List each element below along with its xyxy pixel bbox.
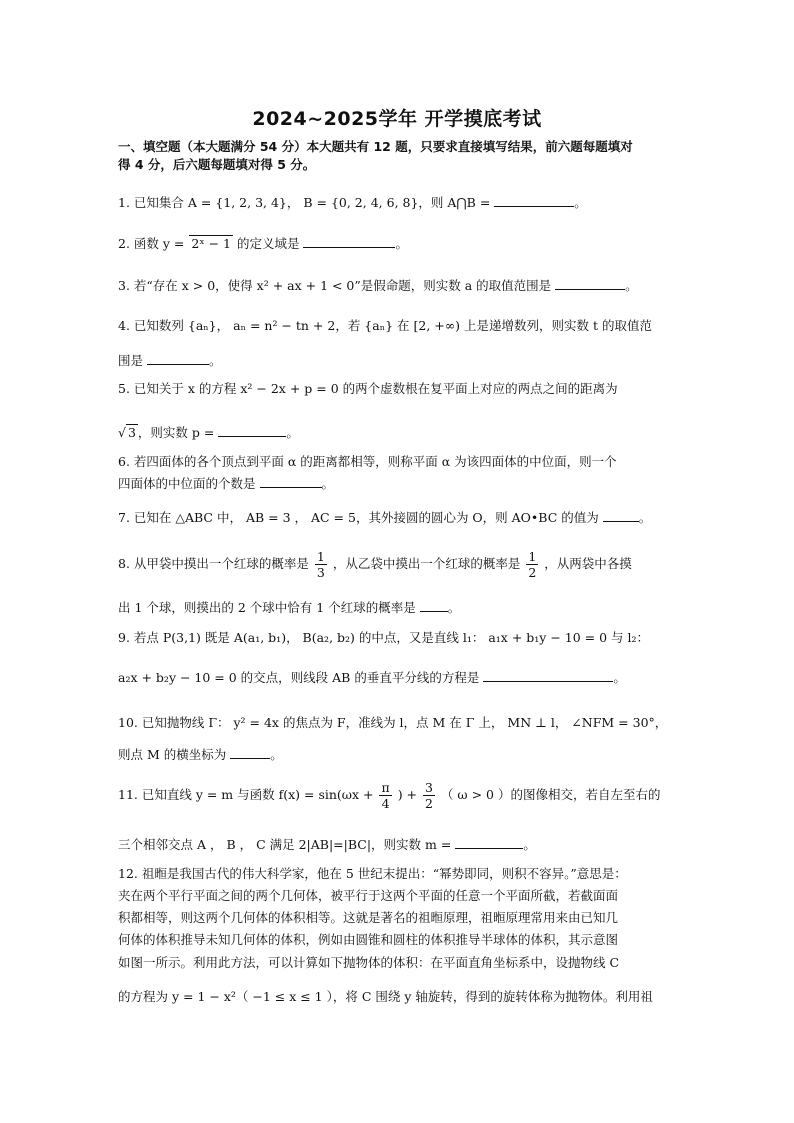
answer-blank-9[interactable] [483,669,613,682]
question-8-text-c: ，从两袋中各摸 [544,556,632,571]
end-mark: 。 [523,837,536,852]
answer-blank-8[interactable] [420,599,448,612]
end-mark: 。 [395,236,408,251]
question-5-text-b: ，则实数 p = [137,425,215,440]
end-mark: 。 [625,278,638,293]
question-8-line-1 [118,549,678,580]
question-10-line-2 [118,746,678,763]
question-4-text-b: 围是 [118,353,144,368]
question-9-text-b: a₂x + b₂y − 10 = 0 的交点，则线段 AB 的垂直平分线的方程是 [118,670,480,685]
fraction-one-third: $\frac{1}{3}$ [316,549,325,580]
question-9-line-2 [118,669,678,686]
fraction-one-half: $\frac{1}{2}$ [528,549,537,580]
fraction-three-halves: $\frac{3}{2}$ [425,780,433,811]
answer-blank-1[interactable] [494,194,574,207]
question-5-line-2: √ 3 ，则实数 p = 。 [118,425,299,440]
answer-blank-6[interactable] [260,475,322,488]
question-8-text-d: 出 1 个球，则摸出的 2 个球中恰有 1 个红球的概率是 [118,600,416,615]
answer-blank-5[interactable] [218,424,286,437]
question-12-line-6: 的方程为 y = 1 − x²（ −1 ≤ x ≤ 1 ），将 C 围绕 y 轴旋转，得到的旋转体称为抛物体。利用祖 [118,989,653,1004]
section-header-line-1: 一、填空题（本大题满分 54 分）本大题共有 12 题，只要求直接填写结果，前六题每题填对 [118,139,633,154]
question-11-text-c: （ ω > 0 ）的图像相交，若自左至右的 [440,787,661,802]
end-mark: 。 [574,195,587,210]
end-mark: 。 [321,476,335,491]
question-11-text-a: 11. 已知直线 y = m 与函数 f(x) = sin(ωx + [118,787,374,802]
question-10-line-1: 10. 已知抛物线 Γ： y² = 4x 的焦点为 F，准线为 l，点 M 在 Γ 上， MN ⊥ l， ∠NFM = 30°， [118,715,668,730]
square-root-expression: 2ˣ − 1 [191,236,231,251]
question-11-text-d: 三个相邻交点 A ， B ， C 满足 2|AB|=|BC|，则实数 m = [118,837,452,852]
question-1-text: 1. 已知集合 A = {1, 2, 3, 4}， B = {0, 2, 4, 6, 8}，则 A⋂B = [118,195,491,210]
answer-blank-7[interactable] [603,509,639,522]
answer-blank-3[interactable] [555,277,625,290]
end-mark: 。 [447,600,461,615]
question-12-line-3: 积都相等，则这两个几何体的体积相等。这就是著名的祖暅原理，祖暅原理常用来由已知几 [118,910,619,925]
fraction-pi-over-four: $\frac{\pi}{4}$ [381,780,390,811]
question-6-line-1: 6. 若四面体的各个顶点到平面 α 的距离都相等，则称平面 α 为该四面体的中位面，则一个 [118,454,617,469]
question-7 [118,509,678,526]
end-mark: 。 [613,670,626,685]
end-mark: 。 [638,510,652,525]
question-12-line-2: 夹在两个平行平面之间的两个几何体，被平行于这两个平面的任意一个平面所截，若截面面 [118,888,619,903]
answer-blank-10[interactable] [230,746,270,759]
question-11-line-2 [118,836,678,853]
question-2-text-a: 2. 函数 y = [118,236,185,251]
question-7-text: 7. 已知在 △ABC 中， AB = 3 ， AC = 5，其外接圆的圆心为 O，则 AO•BC 的值为 [118,510,599,525]
end-mark: 。 [270,747,283,762]
question-10-text-b: 则点 M 的横坐标为 [118,747,227,762]
question-6-line-2 [118,475,678,492]
question-8-line-2 [118,599,678,616]
question-12-line-1: 12. 祖暅是我国古代的伟大科学家，他在 5 世纪末提出：“幂势即同，则积不容异。”意思是： [118,866,627,881]
question-2-text-c: 的定义域是 [236,236,300,251]
question-8-text-b: ，从乙袋中摸出一个红球的概率是 [332,556,521,571]
end-mark: 。 [209,353,222,368]
answer-blank-4[interactable] [147,352,209,365]
question-3 [118,277,678,294]
question-5-line-1: 5. 已知关于 x 的方程 x² − 2x + p = 0 的两个虚数根在复平面上对应的两点之间的距离为 [118,381,618,396]
root-three: 3 [127,425,136,440]
end-mark: 。 [286,425,299,440]
question-12-line-5: 如图一所示。利用此方法，可以计算如下抛物体的体积：在平面直角坐标系中，设抛物线 C [118,955,620,970]
question-12-line-4: 何体的体积推导未知几何体的体积，例如由圆锥和圆柱的体积推导半球体的体积，其示意图 [118,932,619,947]
question-9-line-1: 9. 若点 P(3,1) 既是 A(a₁, b₁)， B(a₂, b₂) 的中点，又是直线 l₁： a₁x + b₁y − 10 = 0 与 l₂： [118,630,649,645]
section-header-line-2: 得 4 分，后六题每题填对得 5 分。 [118,157,316,172]
question-1 [118,194,678,211]
question-3-text: 3. 若“存在 x > 0，使得 x² + ax + 1 < 0”是假命题，则实数 a 的取值范围是 [118,278,552,293]
answer-blank-2[interactable] [303,235,395,248]
question-11-text-b: ) + [397,787,418,802]
question-11-line-1 [118,780,678,811]
question-4-line-2 [118,352,678,369]
question-8-text-a: 8. 从甲袋中摸出一个红球的概率是 [118,556,309,571]
answer-blank-11[interactable] [455,836,523,849]
question-4-line-1: 4. 已知数列 {aₙ}， aₙ = n² − tn + 2，若 {aₙ} 在 [2, +∞) 上是递增数列，则实数 t 的取值范 [118,318,652,333]
question-6-text-b: 四面体的中位面的个数是 [118,476,256,491]
question-2 [118,235,678,252]
page-title: 2024~2025学年 开学摸底考试 [252,108,542,130]
